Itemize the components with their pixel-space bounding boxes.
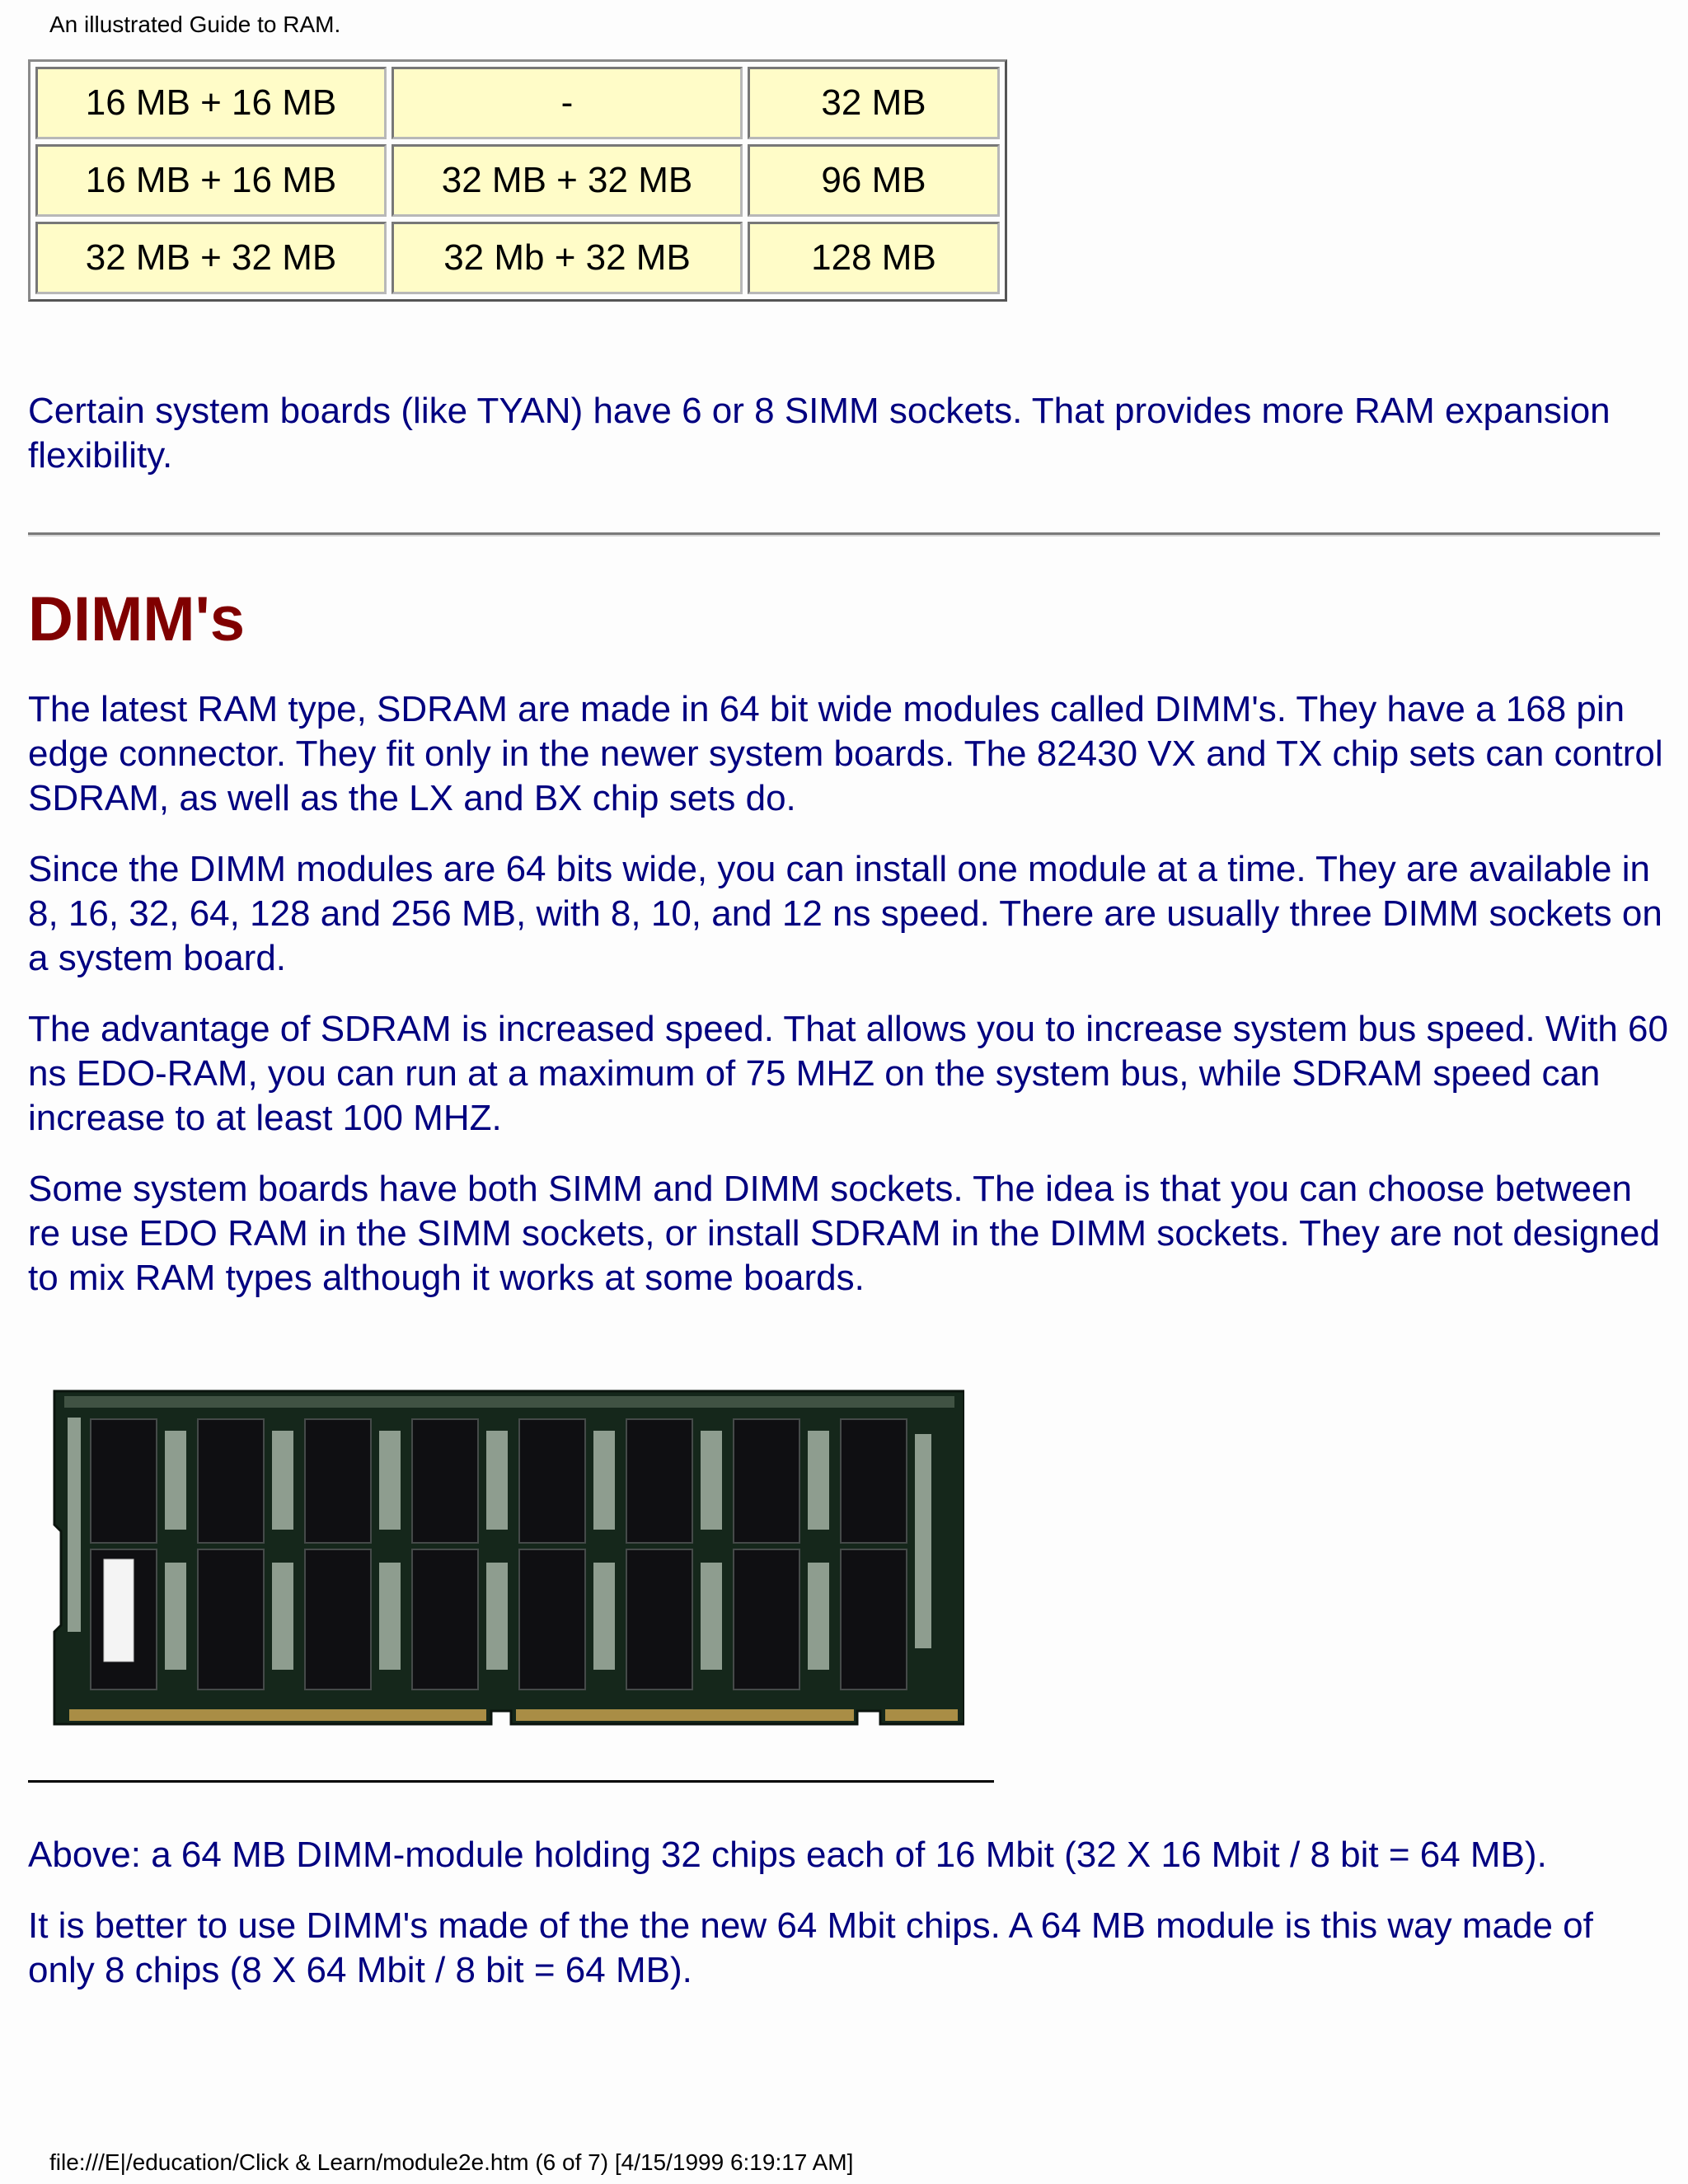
body-paragraph: Some system boards have both SIMM and DIMM sockets. The idea is that you can choose between re use EDO RAM in the SIMM sockets, or install SDRAM in the DIMM sockets. They are not designed to mix RAM types although it works at some boards. <box>28 1169 1660 1298</box>
table-cell: 32 MB <box>748 67 1000 139</box>
table-cell: 32 MB + 32 MB <box>35 222 387 294</box>
table-cell: 96 MB <box>748 144 1000 217</box>
table-row <box>35 222 1000 294</box>
body-paragraph: Since the DIMM modules are 64 bits wide, you can install one module at a time. They are available in 8, 16, 32, 64, 128 and 256 MB, with 8, 10, and 12 ns speed. There are usually three DIMM sockets on a system board. <box>28 849 1662 978</box>
table-cell: 32 Mb + 32 MB <box>392 222 743 294</box>
dimm-module-image <box>49 1385 964 1731</box>
table-row <box>35 144 1000 217</box>
section-heading: DIMM's <box>28 584 245 654</box>
page-header: An illustrated Guide to RAM. <box>49 12 341 37</box>
table-cell: 128 MB <box>748 222 1000 294</box>
body-paragraph: The latest RAM type, SDRAM are made in 64 bit wide modules called DIMM's. They have a 168 pin edge connector. They fit only in the newer system boards. The 82430 VX and TX chip sets can control SDRAM, as well as the LX and BX chip sets do. <box>28 689 1663 818</box>
image-caption: Above: a 64 MB DIMM-module holding 32 chips each of 16 Mbit (32 X 16 Mbit / 8 bit = 64 MB). <box>28 1835 1547 1875</box>
page-footer: file:///E|/education/Click & Learn/module2e.htm (6 of 7) [4/15/1999 6:19:17 AM] <box>49 2149 854 2175</box>
body-paragraph: The advantage of SDRAM is increased speed. That allows you to increase system bus speed. With 60 ns EDO-RAM, you can run at a maximum of 75 MHZ on the system bus, while SDRAM speed can increase to at least 100 MHZ. <box>28 1009 1668 1138</box>
table-cell: 16 MB + 16 MB <box>35 67 387 139</box>
horizontal-rule <box>28 1780 994 1783</box>
table-row <box>35 67 1000 139</box>
body-paragraph: It is better to use DIMM's made of the the new 64 Mbit chips. A 64 MB module is this way made of only 8 chips (8 X 64 Mbit / 8 bit = 64 MB). <box>28 1905 1593 1990</box>
table-cell: - <box>392 67 743 139</box>
table-cell: 16 MB + 16 MB <box>35 144 387 217</box>
intro-paragraph: Certain system boards (like TYAN) have 6 or 8 SIMM sockets. That provides more RAM expansion flexibility. <box>28 391 1611 476</box>
horizontal-rule <box>28 532 1660 537</box>
table-cell: 32 MB + 32 MB <box>392 144 743 217</box>
memory-configuration-table <box>28 59 1007 302</box>
